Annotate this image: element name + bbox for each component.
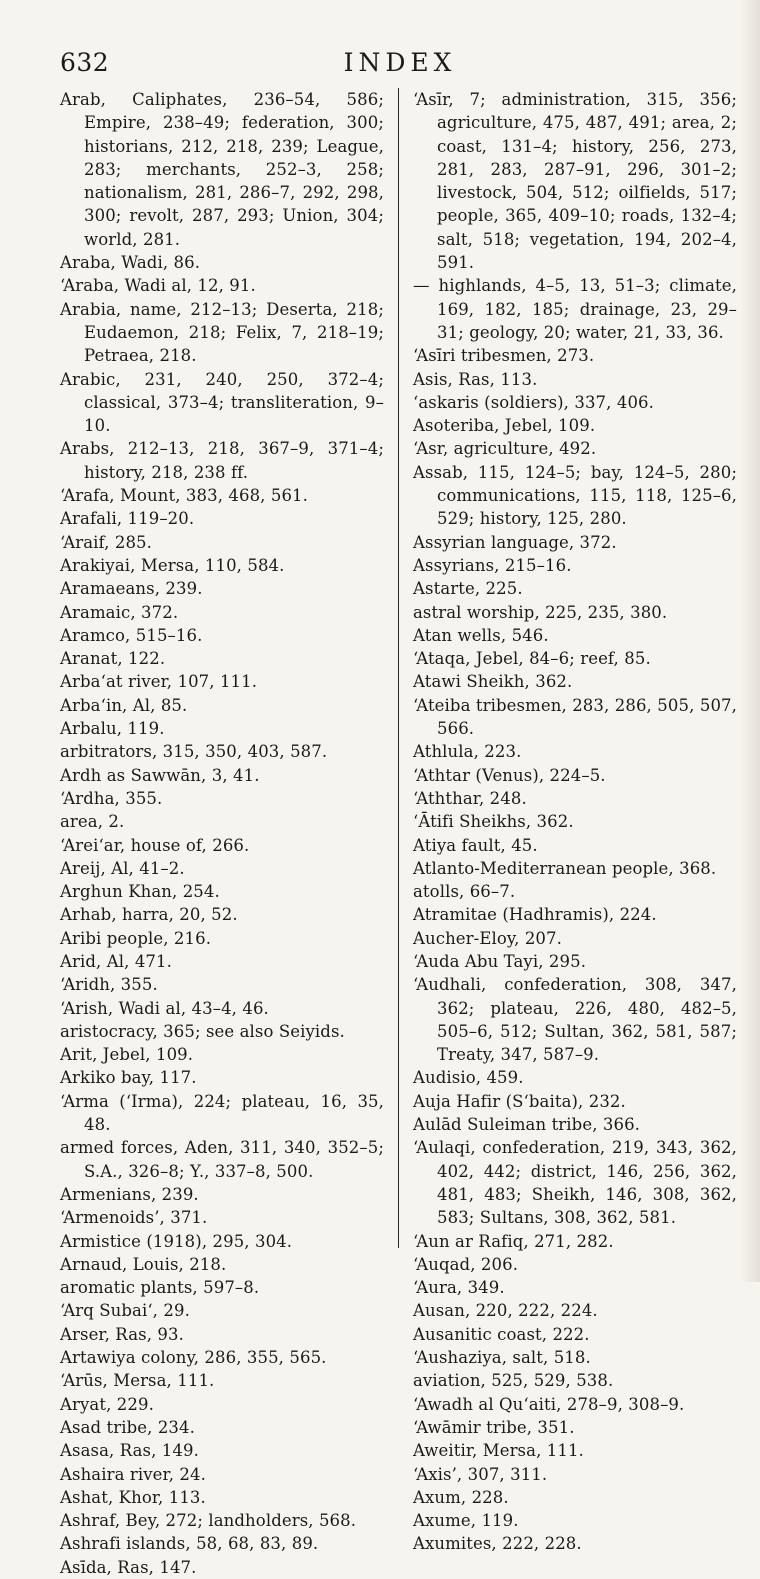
index-entry: ‘Araif, 285.: [60, 532, 152, 552]
index-entry: Arba‘in, Al, 85.: [60, 695, 188, 715]
index-entry: ‘Aulaqi, confederation, 219, 343, 362, 402, 442; district, 146, 256, 362, 481, 483; Sheikh, 146, 308, 362, 583; Sultans, 308, 362, 581.: [413, 1138, 737, 1228]
index-entry: Atlanto-Mediterranean people, 368.: [413, 858, 717, 878]
index-entry: Arser, Ras, 93.: [60, 1324, 184, 1344]
index-entry: Arabs, 212–13, 218, 367–9, 371–4; history, 218, 238 ff.: [60, 439, 384, 482]
index-entry: ‘Arma (‘Irma), 224; plateau, 16, 35, 48.: [60, 1091, 384, 1135]
index-entry: ‘Audhali, confederation, 308, 347, 362; plateau, 226, 480, 482–5, 505–6, 512; Sultan, 362, 581, 587; Treaty, 347, 587–9.: [413, 975, 737, 1065]
index-entry: ‘Asīr, 7; administration, 315, 356; agriculture, 475, 487, 491; area, 2; coast, 131–4; history, 256, 273, 281, 283, 287–91, 296, 301–2; livestock, 504, 512; oilfields, 517; people, 365, 409–10; roads, 132–4; salt, 518; vegetation, 194, 202–4, 591.: [413, 90, 737, 273]
index-entry: Armistice (1918), 295, 304.: [60, 1231, 293, 1251]
index-entry: Axumites, 222, 228.: [413, 1534, 582, 1554]
index-entry: Arhab, harra, 20, 52.: [60, 905, 238, 925]
index-entry: Aranat, 122.: [60, 649, 166, 669]
index-entry: aristocracy, 365; see also Seiyids.: [60, 1021, 345, 1041]
column-divider: [398, 88, 399, 1248]
index-entry: Arnaud, Louis, 218.: [60, 1254, 227, 1274]
index-entry: ‘Asīri tribesmen, 273.: [413, 346, 595, 366]
index-entry: ‘Arish, Wadi al, 43–4, 46.: [60, 998, 269, 1018]
index-entry: Atramitae (Hadhramis), 224.: [413, 905, 657, 925]
page-number: 632: [60, 48, 110, 77]
index-column-left: [60, 88, 384, 1579]
index-entry: Aramaeans, 239.: [60, 579, 203, 599]
index-entry: Asis, Ras, 113.: [413, 369, 538, 389]
index-entry: area, 2.: [60, 812, 125, 832]
index-entry: Athlula, 223.: [413, 742, 522, 762]
index-entry: ‘Arq Subai‘, 29.: [60, 1301, 190, 1321]
index-entry: atolls, 66–7.: [413, 882, 516, 902]
index-entry: Arabia, name, 212–13; Deserta, 218; Eudaemon, 218; Felix, 7, 218–19; Petraea, 218.: [60, 299, 384, 366]
page-header: [60, 48, 740, 80]
index-entry: ‘Awadh al Qu‘aiti, 278–9, 308–9.: [413, 1394, 685, 1414]
index-entry: ‘Ardha, 355.: [60, 788, 163, 808]
index-entry: Arba‘at river, 107, 111.: [60, 672, 258, 692]
index-entry: ‘Arafa, Mount, 383, 468, 561.: [60, 486, 308, 506]
index-entry: Axum, 228.: [413, 1487, 509, 1507]
index-entry: ‘Ateiba tribesmen, 283, 286, 505, 507, 566.: [413, 695, 737, 739]
index-entry: ‘Aththar, 248.: [413, 788, 527, 808]
index-entry: Araba, Wadi, 86.: [60, 253, 201, 273]
index-column-right: [413, 88, 737, 1556]
index-entry: ‘Axis’, 307, 311.: [413, 1464, 548, 1484]
index-entry: ‘Araba, Wadi al, 12, 91.: [60, 276, 256, 296]
index-entry: ‘Auda Abu Tayi, 295.: [413, 951, 587, 971]
index-entry: Asad tribe, 234.: [60, 1417, 195, 1437]
index-entry: Arafali, 119–20.: [60, 509, 195, 529]
index-entry: Ashaira river, 24.: [60, 1464, 206, 1484]
index-entry: Asoteriba, Jebel, 109.: [413, 416, 596, 436]
index-entry: ‘Armenoids’, 371.: [60, 1208, 208, 1228]
index-entry: Arkiko bay, 117.: [60, 1068, 197, 1088]
index-entry: Arbalu, 119.: [60, 719, 165, 739]
index-entry: ‘Arūs, Mersa, 111.: [60, 1371, 215, 1391]
index-entry: arbitrators, 315, 350, 403, 587.: [60, 742, 328, 762]
index-entry: Arabic, 231, 240, 250, 372–4; classical, 373–4; transliteration, 9–10.: [60, 369, 384, 436]
index-entry: — highlands, 4–5, 13, 51–3; climate, 169, 182, 185; drainage, 23, 29–31; geology, 20; water, 21, 33, 36.: [413, 276, 737, 342]
index-entry: ‘Awāmir tribe, 351.: [413, 1417, 575, 1437]
index-entry: Arghun Khan, 254.: [60, 882, 220, 902]
index-entry: Aucher-Eloy, 207.: [413, 928, 562, 948]
index-entry: ‘Asr, agriculture, 492.: [413, 439, 597, 459]
index-entry: ‘Auqad, 206.: [413, 1254, 519, 1274]
index-entry: Aramaic, 372.: [60, 602, 179, 622]
index-entry: aviation, 525, 529, 538.: [413, 1371, 614, 1391]
page-edge-shadow: [740, 0, 760, 1282]
index-entry: Ashat, Khor, 113.: [60, 1487, 206, 1507]
index-entry: Arid, Al, 471.: [60, 951, 172, 971]
index-entry: ‘Ataqa, Jebel, 84–6; reef, 85.: [413, 649, 651, 669]
index-entry: Astarte, 225.: [413, 579, 523, 599]
index-entry: Aulād Suleiman tribe, 366.: [413, 1115, 641, 1135]
index-entry: Arakiyai, Mersa, 110, 584.: [60, 555, 285, 575]
index-entry: Arit, Jebel, 109.: [60, 1045, 194, 1065]
index-entry: Auja Hafir (S‘baita), 232.: [413, 1091, 626, 1111]
index-entry: Ashraf, Bey, 272; landholders, 568.: [60, 1511, 357, 1531]
index-entry: ‘Aushaziya, salt, 518.: [413, 1348, 591, 1368]
index-entry: ‘Arei‘ar, house of, 266.: [60, 835, 250, 855]
index-entry: Aribi people, 216.: [60, 928, 212, 948]
index-entry: Armenians, 239.: [60, 1184, 199, 1204]
index-entry: Atan wells, 546.: [413, 625, 549, 645]
index-entry: Axume, 119.: [413, 1511, 519, 1531]
index-entry: Ashrafi islands, 58, 68, 83, 89.: [60, 1534, 319, 1554]
index-entry: Asasa, Ras, 149.: [60, 1441, 199, 1461]
index-entry: ‘Aun ar Rafiq, 271, 282.: [413, 1231, 614, 1251]
index-entry: aromatic plants, 597–8.: [60, 1278, 260, 1298]
index-entry: Assyrians, 215–16.: [413, 555, 572, 575]
index-entry: ‘Aridh, 355.: [60, 975, 158, 995]
index-entry: Arab, Caliphates, 236–54, 586; Empire, 238–49; federation, 300; historians, 212, 218, 239; League, 283; merchants, 252–3, 258; nationalism, 281, 286–7, 292, 298, 300; revolt, 287, 293; Union, 304; world, 281.: [60, 90, 384, 249]
index-entry: ‘Athtar (Venus), 224–5.: [413, 765, 606, 785]
index-entry: Areij, Al, 41–2.: [60, 858, 185, 878]
index-entry: Assyrian language, 372.: [413, 532, 617, 552]
index-entry: Artawiya colony, 286, 355, 565.: [60, 1348, 327, 1368]
index-entry: astral worship, 225, 235, 380.: [413, 602, 668, 622]
index-entry: armed forces, Aden, 311, 340, 352–5; S.A., 326–8; Y., 337–8, 500.: [60, 1138, 384, 1181]
index-entry: Aramco, 515–16.: [60, 625, 203, 645]
index-entry: Atiya fault, 45.: [413, 835, 538, 855]
index-entry: Aryat, 229.: [60, 1394, 154, 1414]
index-entry: Asīda, Ras, 147.: [60, 1557, 197, 1577]
index-entry: Audisio, 459.: [413, 1068, 524, 1088]
index-entry: Assab, 115, 124–5; bay, 124–5, 280; communications, 115, 118, 125–6, 529; history, 125, 280.: [413, 462, 737, 529]
index-entry: ‘Ātifi Sheikhs, 362.: [413, 812, 574, 832]
index-entry: Ausan, 220, 222, 224.: [413, 1301, 598, 1321]
index-entry: Ardh as Sawwān, 3, 41.: [60, 765, 260, 785]
index-entry: Atawi Sheikh, 362.: [413, 672, 573, 692]
index-entry: ‘Aura, 349.: [413, 1278, 505, 1298]
index-entry: ‘askaris (soldiers), 337, 406.: [413, 392, 654, 412]
index-entry: Ausanitic coast, 222.: [413, 1324, 590, 1344]
index-entry: Aweitir, Mersa, 111.: [413, 1441, 584, 1461]
page-title: INDEX: [343, 48, 457, 77]
